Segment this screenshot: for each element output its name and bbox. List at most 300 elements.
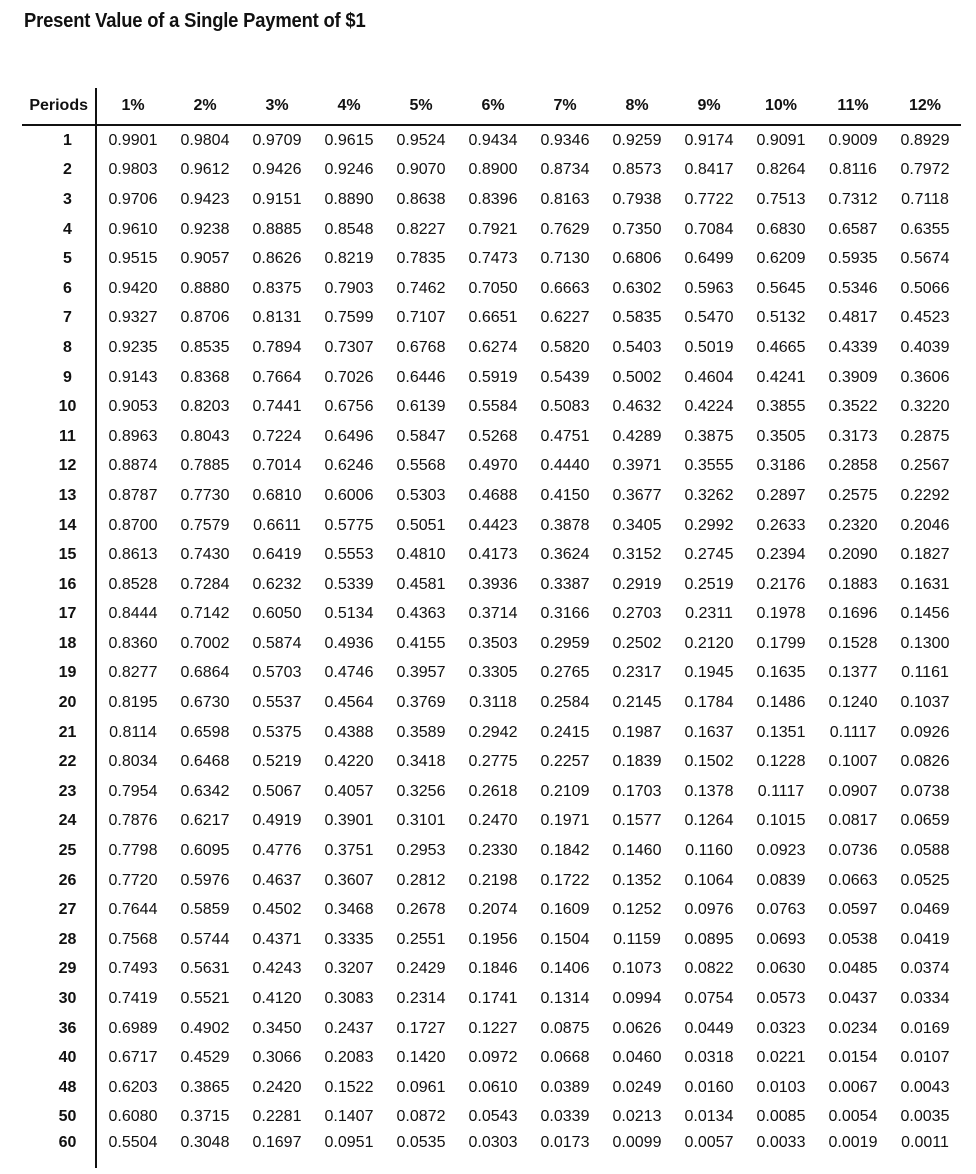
factor-cell: 0.2046 bbox=[900, 516, 950, 534]
factor-cell: 0.4581 bbox=[396, 575, 446, 593]
factor-cell: 0.1314 bbox=[540, 990, 590, 1008]
factor-cell: 0.7307 bbox=[324, 338, 374, 356]
factor-cell: 0.2120 bbox=[684, 634, 734, 652]
factor-cell: 0.1300 bbox=[900, 634, 950, 652]
factor-cell: 0.8929 bbox=[900, 131, 950, 149]
factor-cell: 0.4155 bbox=[396, 634, 446, 652]
factor-cell: 0.2678 bbox=[396, 901, 446, 919]
factor-cell: 0.1407 bbox=[324, 1108, 374, 1126]
rate-header: 12% bbox=[889, 88, 961, 125]
factor-cell: 0.9246 bbox=[324, 161, 374, 179]
factor-cell: 0.9524 bbox=[396, 131, 446, 149]
factor-cell: 0.2281 bbox=[252, 1108, 302, 1126]
factor-cell: 0.6810 bbox=[252, 486, 302, 504]
factor-cell: 0.5935 bbox=[828, 250, 878, 268]
factor-cell: 0.5303 bbox=[396, 486, 446, 504]
factor-cell: 0.0460 bbox=[612, 1049, 662, 1067]
table-row bbox=[22, 955, 961, 985]
period-cell: 1 bbox=[22, 125, 96, 156]
factor-cell: 0.6227 bbox=[540, 309, 590, 327]
factor-cell: 0.9434 bbox=[468, 131, 518, 149]
factor-cell: 0.9151 bbox=[252, 190, 302, 208]
factor-cell: 0.6830 bbox=[756, 220, 806, 238]
factor-cell: 0.5134 bbox=[324, 605, 374, 623]
factor-cell: 0.3262 bbox=[684, 486, 734, 504]
period-cell: 28 bbox=[22, 925, 96, 955]
factor-cell: 0.1827 bbox=[900, 546, 950, 564]
factor-cell: 0.5339 bbox=[324, 575, 374, 593]
factor-cell: 0.8203 bbox=[180, 398, 230, 416]
factor-cell: 0.3909 bbox=[828, 368, 878, 386]
table-row bbox=[22, 777, 961, 807]
factor-cell: 0.2198 bbox=[468, 871, 518, 889]
factor-cell: 0.1460 bbox=[612, 842, 662, 860]
table-row bbox=[22, 185, 961, 215]
factor-cell: 0.1883 bbox=[828, 575, 878, 593]
factor-cell: 0.4388 bbox=[324, 723, 374, 741]
factor-cell: 0.1577 bbox=[612, 812, 662, 830]
factor-cell: 0.0173 bbox=[540, 1134, 590, 1152]
factor-cell: 0.7835 bbox=[396, 250, 446, 268]
factor-cell: 0.2320 bbox=[828, 516, 878, 534]
factor-cell: 0.9070 bbox=[396, 161, 446, 179]
factor-cell: 0.5584 bbox=[468, 398, 518, 416]
factor-cell: 0.3066 bbox=[252, 1049, 302, 1067]
factor-cell: 0.4057 bbox=[324, 782, 374, 800]
factor-cell: 0.2074 bbox=[468, 901, 518, 919]
factor-cell: 0.0389 bbox=[540, 1078, 590, 1096]
factor-cell: 0.3207 bbox=[324, 960, 374, 978]
factor-cell: 0.4746 bbox=[324, 664, 374, 682]
factor-cell: 0.4173 bbox=[468, 546, 518, 564]
factor-cell: 0.1160 bbox=[685, 842, 733, 860]
factor-cell: 0.3256 bbox=[396, 782, 446, 800]
factor-cell: 0.1486 bbox=[756, 694, 806, 712]
factor-cell: 0.0067 bbox=[828, 1078, 878, 1096]
factor-cell: 0.6663 bbox=[540, 279, 590, 297]
table-row bbox=[22, 984, 961, 1014]
factor-cell: 0.3855 bbox=[756, 398, 806, 416]
factor-cell: 0.6468 bbox=[180, 753, 230, 771]
factor-cell: 0.6355 bbox=[900, 220, 950, 238]
table-row bbox=[22, 363, 961, 393]
table-row bbox=[22, 688, 961, 718]
factor-cell: 0.9423 bbox=[180, 190, 230, 208]
factor-cell: 0.7921 bbox=[468, 220, 518, 238]
factor-cell: 0.2567 bbox=[900, 457, 950, 475]
factor-cell: 0.6611 bbox=[253, 516, 301, 534]
factor-cell: 0.0169 bbox=[900, 1019, 950, 1037]
factor-cell: 0.8734 bbox=[540, 161, 590, 179]
factor-cell: 0.3083 bbox=[324, 990, 374, 1008]
factor-cell: 0.1635 bbox=[756, 664, 806, 682]
factor-cell: 0.0374 bbox=[900, 960, 950, 978]
rate-header: 3% bbox=[241, 88, 313, 125]
factor-cell: 0.3607 bbox=[324, 871, 374, 889]
table-row bbox=[22, 718, 961, 748]
table-row bbox=[22, 807, 961, 837]
factor-cell: 0.5219 bbox=[252, 753, 302, 771]
factor-cell: 0.5859 bbox=[180, 901, 230, 919]
period-cell: 30 bbox=[22, 984, 96, 1014]
factor-cell: 0.9143 bbox=[108, 368, 158, 386]
factor-cell: 0.2875 bbox=[900, 427, 950, 445]
factor-cell: 0.1228 bbox=[756, 753, 806, 771]
factor-cell: 0.8626 bbox=[252, 250, 302, 268]
factor-cell: 0.1522 bbox=[324, 1078, 374, 1096]
factor-cell: 0.0659 bbox=[900, 812, 950, 830]
factor-cell: 0.3589 bbox=[396, 723, 446, 741]
factor-cell: 0.1956 bbox=[468, 930, 518, 948]
factor-cell: 0.6246 bbox=[324, 457, 374, 475]
factor-cell: 0.8706 bbox=[180, 309, 230, 327]
rate-header: 10% bbox=[745, 88, 817, 125]
factor-cell: 0.5268 bbox=[468, 427, 518, 445]
factor-cell: 0.5645 bbox=[756, 279, 806, 297]
factor-cell: 0.3751 bbox=[324, 842, 374, 860]
factor-cell: 0.8444 bbox=[108, 605, 158, 623]
factor-cell: 0.9091 bbox=[756, 131, 806, 149]
factor-cell: 0.9610 bbox=[108, 220, 158, 238]
period-cell: 19 bbox=[22, 659, 96, 689]
factor-cell: 0.1064 bbox=[684, 871, 734, 889]
factor-cell: 0.0763 bbox=[756, 901, 806, 919]
factor-cell: 0.6080 bbox=[108, 1108, 158, 1126]
factor-cell: 0.3152 bbox=[612, 546, 662, 564]
factor-cell: 0.7430 bbox=[180, 546, 230, 564]
factor-cell: 0.1528 bbox=[828, 634, 878, 652]
factor-cell: 0.7142 bbox=[180, 605, 230, 623]
factor-cell: 0.5553 bbox=[324, 546, 374, 564]
factor-cell: 0.0103 bbox=[756, 1078, 806, 1096]
table-row bbox=[22, 274, 961, 304]
factor-cell: 0.0736 bbox=[828, 842, 878, 860]
factor-cell: 0.2257 bbox=[540, 753, 590, 771]
factor-cell: 0.1159 bbox=[613, 930, 661, 948]
factor-cell: 0.5066 bbox=[900, 279, 950, 297]
factor-cell: 0.4120 bbox=[252, 990, 302, 1008]
factor-cell: 0.4751 bbox=[540, 427, 590, 445]
factor-cell: 0.0817 bbox=[828, 812, 878, 830]
factor-cell: 0.2292 bbox=[900, 486, 950, 504]
factor-cell: 0.5403 bbox=[612, 338, 662, 356]
period-cell: 15 bbox=[22, 540, 96, 570]
factor-cell: 0.9804 bbox=[180, 131, 230, 149]
factor-cell: 0.1839 bbox=[612, 753, 662, 771]
factor-cell: 0.0630 bbox=[756, 960, 806, 978]
factor-cell: 0.8700 bbox=[108, 516, 158, 534]
factor-cell: 0.9612 bbox=[180, 161, 230, 179]
factor-cell: 0.1264 bbox=[684, 812, 734, 830]
factor-cell: 0.0323 bbox=[756, 1019, 806, 1037]
factor-cell: 0.0303 bbox=[468, 1134, 518, 1152]
factor-cell: 0.9259 bbox=[612, 131, 662, 149]
factor-cell: 0.2437 bbox=[324, 1019, 374, 1037]
factor-cell: 0.7720 bbox=[108, 871, 158, 889]
period-cell: 4 bbox=[22, 215, 96, 245]
table-row bbox=[22, 422, 961, 452]
factor-cell: 0.0054 bbox=[828, 1108, 878, 1126]
factor-cell: 0.7493 bbox=[108, 960, 158, 978]
period-cell: 3 bbox=[22, 185, 96, 215]
factor-cell: 0.1406 bbox=[540, 960, 590, 978]
period-cell: 26 bbox=[22, 866, 96, 896]
factor-cell: 0.9327 bbox=[108, 309, 158, 327]
table-row bbox=[22, 1132, 961, 1168]
factor-cell: 0.3522 bbox=[828, 398, 878, 416]
factor-cell: 0.8360 bbox=[108, 634, 158, 652]
table-row bbox=[22, 570, 961, 600]
factor-cell: 0.8034 bbox=[108, 753, 158, 771]
factor-cell: 0.2551 bbox=[396, 930, 446, 948]
factor-cell: 0.1504 bbox=[540, 930, 590, 948]
factor-cell: 0.3606 bbox=[900, 368, 950, 386]
factor-cell: 0.7419 bbox=[108, 990, 158, 1008]
factor-cell: 0.4810 bbox=[396, 546, 446, 564]
factor-cell: 0.3677 bbox=[612, 486, 662, 504]
factor-cell: 0.1252 bbox=[612, 901, 662, 919]
factor-cell: 0.3418 bbox=[396, 753, 446, 771]
factor-cell: 0.9515 bbox=[108, 250, 158, 268]
factor-cell: 0.3468 bbox=[324, 901, 374, 919]
period-cell: 10 bbox=[22, 392, 96, 422]
factor-cell: 0.3865 bbox=[180, 1078, 230, 1096]
factor-cell: 0.9057 bbox=[180, 250, 230, 268]
factor-cell: 0.3048 bbox=[180, 1134, 230, 1152]
rate-header: 8% bbox=[601, 88, 673, 125]
factor-cell: 0.8890 bbox=[324, 190, 374, 208]
factor-cell: 0.9053 bbox=[108, 398, 158, 416]
table-row bbox=[22, 540, 961, 570]
factor-cell: 0.8114 bbox=[109, 723, 157, 741]
factor-cell: 0.7954 bbox=[108, 782, 158, 800]
factor-cell: 0.0738 bbox=[900, 782, 950, 800]
period-cell: 29 bbox=[22, 955, 96, 985]
factor-cell: 0.3335 bbox=[324, 930, 374, 948]
factor-cell: 0.7885 bbox=[180, 457, 230, 475]
factor-cell: 0.8874 bbox=[108, 457, 158, 475]
factor-cell: 0.2992 bbox=[684, 516, 734, 534]
factor-cell: 0.3769 bbox=[396, 694, 446, 712]
factor-cell: 0.8535 bbox=[180, 338, 230, 356]
factor-cell: 0.2703 bbox=[612, 605, 662, 623]
factor-cell: 0.4220 bbox=[324, 753, 374, 771]
factor-cell: 0.0872 bbox=[396, 1108, 446, 1126]
factor-cell: 0.0043 bbox=[900, 1078, 950, 1096]
factor-cell: 0.5919 bbox=[468, 368, 518, 386]
factor-cell: 0.8613 bbox=[108, 546, 158, 564]
factor-cell: 0.1240 bbox=[828, 694, 878, 712]
factor-cell: 0.2415 bbox=[540, 723, 590, 741]
factor-cell: 0.0035 bbox=[900, 1108, 950, 1126]
factor-cell: 0.0822 bbox=[684, 960, 734, 978]
table-row bbox=[22, 333, 961, 363]
table-row bbox=[22, 925, 961, 955]
factor-cell: 0.5820 bbox=[540, 338, 590, 356]
period-cell: 27 bbox=[22, 895, 96, 925]
factor-cell: 0.4339 bbox=[828, 338, 878, 356]
factor-cell: 0.2618 bbox=[468, 782, 518, 800]
factor-cell: 0.7441 bbox=[252, 398, 302, 416]
factor-cell: 0.2317 bbox=[612, 664, 662, 682]
table-row bbox=[22, 304, 961, 334]
factor-cell: 0.0011 bbox=[901, 1134, 949, 1152]
factor-cell: 0.2420 bbox=[252, 1078, 302, 1096]
factor-cell: 0.3173 bbox=[828, 427, 878, 445]
factor-cell: 0.8368 bbox=[180, 368, 230, 386]
factor-cell: 0.1456 bbox=[900, 605, 950, 623]
factor-cell: 0.3555 bbox=[684, 457, 734, 475]
factor-cell: 0.1799 bbox=[756, 634, 806, 652]
factor-cell: 0.8900 bbox=[468, 161, 518, 179]
factor-cell: 0.4637 bbox=[252, 871, 302, 889]
factor-cell: 0.1741 bbox=[468, 990, 518, 1008]
factor-cell: 0.6446 bbox=[396, 368, 446, 386]
factor-cell: 0.4632 bbox=[612, 398, 662, 416]
factor-cell: 0.2176 bbox=[756, 575, 806, 593]
factor-cell: 0.0134 bbox=[684, 1108, 734, 1126]
factor-cell: 0.2775 bbox=[468, 753, 518, 771]
factor-cell: 0.2311 bbox=[685, 605, 733, 623]
factor-cell: 0.7568 bbox=[108, 930, 158, 948]
factor-cell: 0.2858 bbox=[828, 457, 878, 475]
factor-cell: 0.4919 bbox=[252, 812, 302, 830]
periods-header: Periods bbox=[22, 88, 96, 125]
table-row bbox=[22, 1014, 961, 1044]
factor-cell: 0.5835 bbox=[612, 309, 662, 327]
factor-cell: 0.0085 bbox=[756, 1108, 806, 1126]
factor-cell: 0.3971 bbox=[612, 457, 662, 475]
factor-cell: 0.0019 bbox=[828, 1134, 878, 1152]
factor-cell: 0.0535 bbox=[396, 1134, 446, 1152]
factor-cell: 0.0449 bbox=[684, 1019, 734, 1037]
factor-cell: 0.0334 bbox=[900, 990, 950, 1008]
period-cell: 16 bbox=[22, 570, 96, 600]
factor-cell: 0.0693 bbox=[756, 930, 806, 948]
factor-cell: 0.5537 bbox=[252, 694, 302, 712]
factor-cell: 0.0419 bbox=[900, 930, 950, 948]
factor-cell: 0.0107 bbox=[900, 1049, 950, 1067]
factor-cell: 0.0538 bbox=[828, 930, 878, 948]
factor-cell: 0.3957 bbox=[396, 664, 446, 682]
factor-cell: 0.6006 bbox=[324, 486, 374, 504]
factor-cell: 0.5083 bbox=[540, 398, 590, 416]
table-row bbox=[22, 156, 961, 186]
factor-cell: 0.0318 bbox=[684, 1049, 734, 1067]
factor-cell: 0.7130 bbox=[540, 250, 590, 268]
factor-cell: 0.1631 bbox=[900, 575, 950, 593]
factor-cell: 0.7473 bbox=[468, 250, 518, 268]
factor-cell: 0.3405 bbox=[612, 516, 662, 534]
factor-cell: 0.5439 bbox=[540, 368, 590, 386]
rate-header: 9% bbox=[673, 88, 745, 125]
factor-cell: 0.6499 bbox=[684, 250, 734, 268]
factor-cell: 0.5521 bbox=[180, 990, 230, 1008]
factor-cell: 0.4289 bbox=[612, 427, 662, 445]
factor-cell: 0.0249 bbox=[612, 1078, 662, 1096]
factor-cell: 0.1697 bbox=[252, 1134, 302, 1152]
factor-cell: 0.5775 bbox=[324, 516, 374, 534]
factor-cell: 0.7107 bbox=[396, 309, 446, 327]
factor-cell: 0.0754 bbox=[684, 990, 734, 1008]
factor-cell: 0.8880 bbox=[180, 279, 230, 297]
table-row bbox=[22, 481, 961, 511]
factor-cell: 0.1117 bbox=[829, 723, 877, 741]
factor-cell: 0.6768 bbox=[396, 338, 446, 356]
factor-cell: 0.0160 bbox=[684, 1078, 734, 1096]
factor-cell: 0.8163 bbox=[540, 190, 590, 208]
factor-cell: 0.1351 bbox=[756, 723, 806, 741]
factor-cell: 0.2575 bbox=[828, 486, 878, 504]
rate-header: 11% bbox=[817, 88, 889, 125]
period-cell: 12 bbox=[22, 452, 96, 482]
factor-cell: 0.0573 bbox=[756, 990, 806, 1008]
factor-cell: 0.3875 bbox=[684, 427, 734, 445]
period-cell: 60 bbox=[22, 1132, 96, 1168]
factor-cell: 0.4241 bbox=[756, 368, 806, 386]
factor-cell: 0.6217 bbox=[180, 812, 230, 830]
rate-header: 2% bbox=[169, 88, 241, 125]
factor-cell: 0.8573 bbox=[612, 161, 662, 179]
period-cell: 22 bbox=[22, 747, 96, 777]
factor-cell: 0.0895 bbox=[684, 930, 734, 948]
factor-cell: 0.2429 bbox=[396, 960, 446, 978]
factor-cell: 0.0668 bbox=[540, 1049, 590, 1067]
period-cell: 14 bbox=[22, 511, 96, 541]
factor-cell: 0.2083 bbox=[324, 1049, 374, 1067]
factor-cell: 0.1420 bbox=[396, 1049, 446, 1067]
factor-cell: 0.3166 bbox=[540, 605, 590, 623]
factor-cell: 0.3901 bbox=[324, 812, 374, 830]
factor-cell: 0.7312 bbox=[828, 190, 878, 208]
factor-cell: 0.0213 bbox=[612, 1108, 662, 1126]
factor-cell: 0.2812 bbox=[396, 871, 446, 889]
factor-cell: 0.4150 bbox=[540, 486, 590, 504]
factor-cell: 0.7894 bbox=[252, 338, 302, 356]
table-row bbox=[22, 659, 961, 689]
factor-cell: 0.0099 bbox=[612, 1134, 662, 1152]
factor-cell: 0.6274 bbox=[468, 338, 518, 356]
factor-cell: 0.8963 bbox=[108, 427, 158, 445]
factor-cell: 0.4817 bbox=[828, 309, 878, 327]
header-row bbox=[22, 88, 961, 125]
factor-cell: 0.7002 bbox=[180, 634, 230, 652]
factor-cell: 0.7050 bbox=[468, 279, 518, 297]
table-row bbox=[22, 1103, 961, 1133]
factor-cell: 0.7118 bbox=[901, 190, 949, 208]
factor-cell: 0.5067 bbox=[252, 782, 302, 800]
factor-cell: 0.1727 bbox=[396, 1019, 446, 1037]
factor-cell: 0.8396 bbox=[468, 190, 518, 208]
factor-cell: 0.7730 bbox=[180, 486, 230, 504]
factor-cell: 0.8787 bbox=[108, 486, 158, 504]
factor-cell: 0.0339 bbox=[540, 1108, 590, 1126]
factor-cell: 0.8195 bbox=[108, 694, 158, 712]
factor-cell: 0.8375 bbox=[252, 279, 302, 297]
factor-cell: 0.4224 bbox=[684, 398, 734, 416]
period-cell: 23 bbox=[22, 777, 96, 807]
factor-cell: 0.8277 bbox=[108, 664, 158, 682]
factor-cell: 0.1007 bbox=[828, 753, 878, 771]
factor-cell: 0.6203 bbox=[108, 1078, 158, 1096]
factor-cell: 0.4039 bbox=[900, 338, 950, 356]
factor-cell: 0.1378 bbox=[684, 782, 734, 800]
factor-cell: 0.6209 bbox=[756, 250, 806, 268]
factor-cell: 0.5132 bbox=[756, 309, 806, 327]
rate-header: 1% bbox=[96, 88, 169, 125]
factor-cell: 0.7513 bbox=[756, 190, 806, 208]
table-row bbox=[22, 452, 961, 482]
